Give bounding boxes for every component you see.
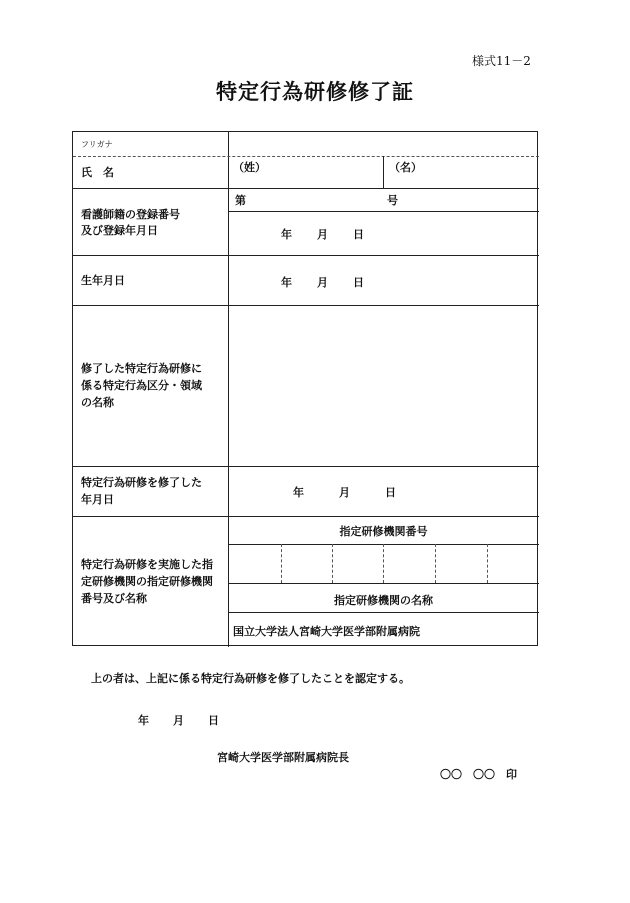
number-box-divider [487, 544, 488, 583]
surname-label: （姓） [233, 161, 266, 174]
area-label-3: の名称 [81, 396, 114, 409]
institution-label-2: 定研修機関の指定研修機関 [81, 575, 213, 588]
institution-name-divider [228, 612, 539, 613]
completion-label-1: 特定行為研修を修了した [81, 476, 202, 489]
issue-year: 年 [138, 714, 149, 727]
row-divider [73, 188, 539, 189]
signature: 〇〇 〇〇 印 [440, 768, 517, 781]
registration-label-2: 及び登録年月日 [81, 224, 158, 237]
institution-label-3: 番号及び名称 [81, 592, 147, 605]
birth-month: 月 [317, 276, 328, 289]
completion-month: 月 [339, 486, 350, 499]
institution-name-header: 指定研修機関の名称 [334, 594, 433, 607]
issuer-title: 宮崎大学医学部附属病院長 [217, 751, 349, 764]
registration-day: 日 [353, 228, 364, 241]
registration-year: 年 [281, 228, 292, 241]
registration-number-prefix: 第 [235, 194, 246, 207]
form-number: 様式11－2 [472, 54, 531, 68]
registration-label-1: 看護師籍の登録番号 [81, 208, 180, 221]
name-label: 氏 名 [81, 166, 114, 179]
given-name-label: （名） [389, 161, 422, 174]
completion-label-2: 年月日 [81, 493, 114, 506]
name-split-divider [383, 156, 384, 188]
row-divider [73, 305, 539, 306]
area-label-2: 係る特定行為区分・領域 [81, 379, 202, 392]
birthdate-label: 生年月日 [81, 274, 125, 287]
number-box-divider [435, 544, 436, 583]
row-divider [73, 516, 539, 517]
certification-statement: 上の者は、上記に係る特定行為研修を修了したことを認定する。 [91, 672, 410, 685]
institution-name: 国立大学法人宮崎大学医学部附属病院 [233, 625, 420, 638]
birth-day: 日 [353, 276, 364, 289]
issue-month: 月 [173, 714, 184, 727]
completion-day: 日 [385, 486, 396, 499]
row-divider [73, 466, 539, 467]
number-box-divider [332, 544, 333, 583]
registration-number-suffix: 号 [387, 194, 398, 207]
furigana-label: フリガナ [81, 140, 113, 149]
institution-number-header: 指定研修機関番号 [339, 525, 428, 538]
page-title: 特定行為研修修了証 [216, 80, 414, 104]
column-divider [228, 132, 229, 647]
row-divider [73, 255, 539, 256]
furigana-divider [73, 156, 539, 157]
institution-label-1: 特定行為研修を実施した指 [81, 558, 213, 571]
area-label-1: 修了した特定行為研修に [81, 362, 202, 375]
registration-month: 月 [317, 228, 328, 241]
completion-year: 年 [293, 486, 304, 499]
number-box-divider [281, 544, 282, 583]
issue-day: 日 [208, 714, 219, 727]
birth-year: 年 [281, 276, 292, 289]
number-box-divider [383, 544, 384, 583]
institution-name-header-divider [228, 583, 539, 584]
certificate-table [72, 131, 538, 646]
registration-inner-divider [228, 211, 539, 212]
